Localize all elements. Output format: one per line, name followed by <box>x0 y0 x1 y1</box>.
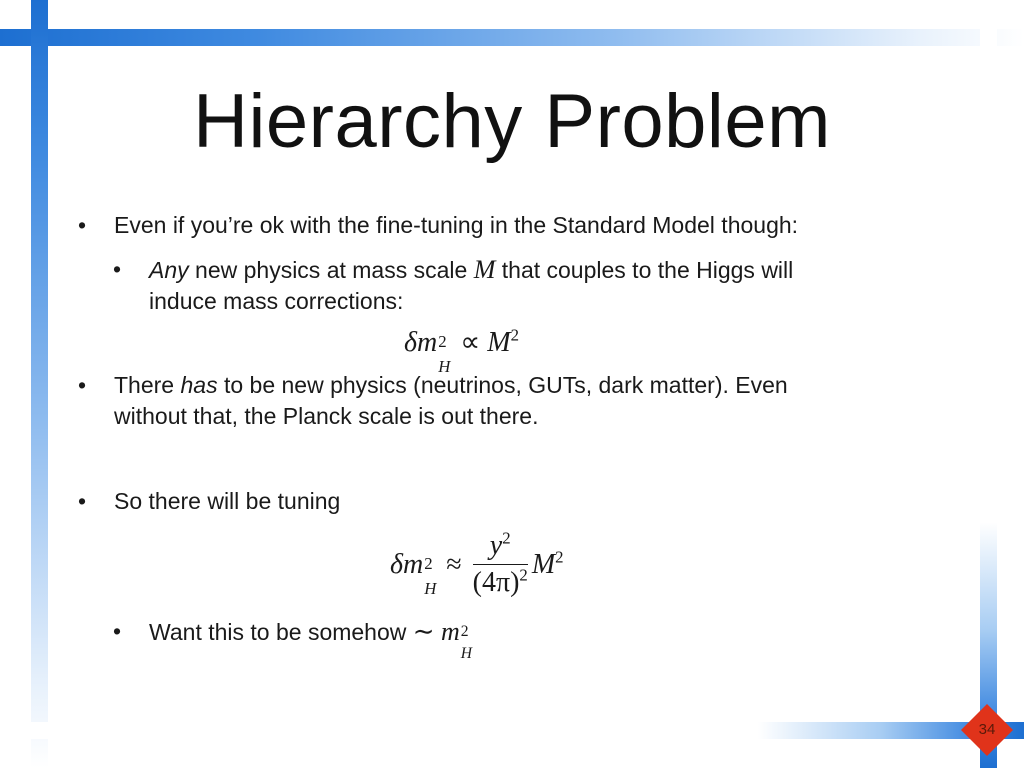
emphasis-has: has <box>180 372 218 398</box>
bullet-text-line2: without that, the Planck scale is out there. <box>114 403 539 429</box>
equation-tuning: δm 2 H ≈ $\frac{y^2}{(4\pi)^2}$ $M^2$ <box>390 528 564 598</box>
bullet-fine-tuning <box>78 210 934 241</box>
eq2-relation: ≈ <box>446 548 462 580</box>
bullet-dot: • <box>78 212 87 238</box>
eq2-numerator: y <box>489 530 503 561</box>
eq2-rhs: M <box>531 548 556 580</box>
eq2-rhs-sup: 2 <box>555 547 564 567</box>
eq1-lhs: δm <box>404 327 438 358</box>
bullet-text: Want this to be somehow <box>149 619 413 645</box>
page-number-badge <box>960 703 1014 757</box>
bullet-want-this: • Want this to be somehow ∼ m 2 H <box>113 617 473 662</box>
eq1-rhs-sup: 2 <box>510 325 519 345</box>
eq2-numerator-sup: 2 <box>502 528 511 548</box>
bullet-text-after: that couples to the Higgs will <box>495 257 794 283</box>
bullet-text: So there will be tuning <box>114 488 341 514</box>
bullet-dot: • <box>78 372 87 398</box>
page-number: 34 <box>978 721 996 738</box>
eq2-lhs: δm <box>390 548 424 580</box>
bullet-tuning <box>78 486 934 517</box>
bullet-text: Even if you’re ok with the fine-tuning in the Standard Model though: <box>114 212 799 238</box>
emphasis-any: Any <box>149 257 189 283</box>
eq2-fraction <box>473 530 528 599</box>
eq1-relation: ∝ <box>460 327 481 358</box>
slide-title: Hierarchy Problem <box>193 79 831 164</box>
math-symbol-m: m <box>440 617 460 646</box>
math-relation-sim: ∼ <box>412 617 435 646</box>
bullet-text: new physics at mass scale <box>188 257 474 283</box>
bullet-must-be-new-physics <box>78 370 934 432</box>
bullet-text-line2: induce mass corrections: <box>149 288 404 314</box>
bullet-text-after: to be new physics (neutrinos, GUTs, dark matter). Even <box>217 372 788 398</box>
bullet-dot: • <box>113 618 122 644</box>
bullet-new-physics <box>113 254 929 317</box>
eq2-denominator: (4π) <box>472 567 520 598</box>
eq1-rhs: M <box>487 327 511 358</box>
math-symbol-m: M <box>473 255 496 284</box>
eq2-denominator-sup: 2 <box>519 565 528 585</box>
top-accent-bar <box>0 29 1024 46</box>
equation-mass-correction: δm 2 H ∝ $M^2$ <box>404 325 519 376</box>
bottom-accent-bar <box>0 722 1024 739</box>
bullet-dot: • <box>78 488 87 514</box>
bullet-text: There <box>114 372 181 398</box>
bullet-dot: • <box>113 256 122 282</box>
